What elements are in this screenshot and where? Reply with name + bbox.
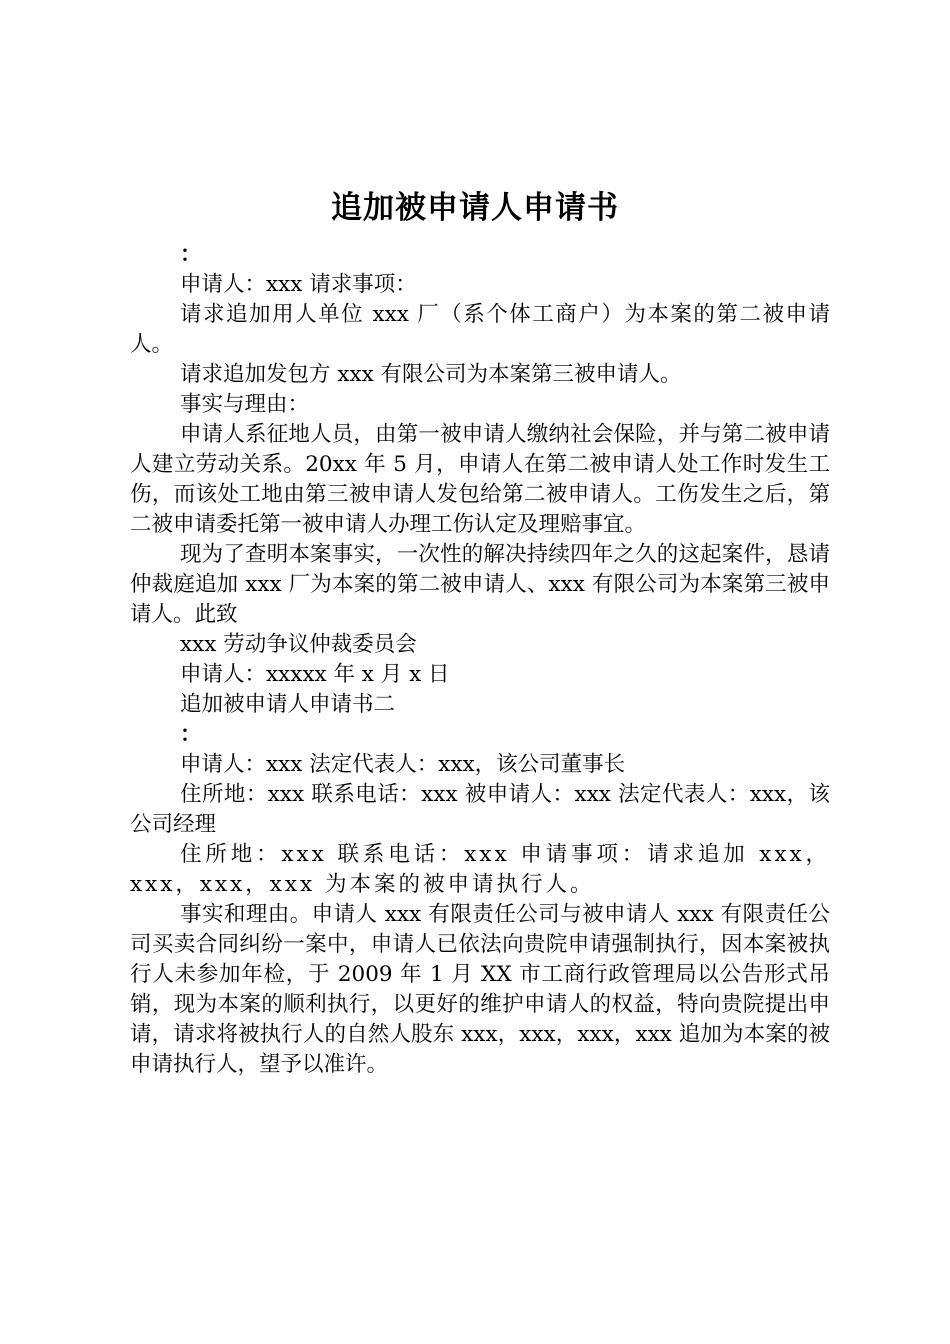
document-body — [130, 240, 830, 1080]
paragraph-facts-reason-2: 事实和理由。申请人 xxx 有限责任公司与被申请人 xxx 有限责任公司买卖合同纠纷一案中，申请人已依法向贵院申请强制执行，因本案被执行人未参加年检，于 2009 年 1 月 XX 市工商行政管理局以公告形式吊销，现为本案的顺利执行，以更好的维护申请人的权益，特向贵院提出申请，请求将被执行人的自然人股东 xxx，xxx，xxx，xxx 追加为本案的被申请执行人，望予以准许。 — [130, 902, 830, 1077]
paragraph-facts-body: 申请人系征地人员，由第一被申请人缴纳社会保险，并与第二被申请人建立劳动关系。20xx 年 5 月，申请人在第二被申请人处工作时发生工伤，而该处工地由第三被申请人发包给第二被申请人。工伤发生之后，第二被申请委托第一被申请人办理工伤认定及理赔事宜。 — [130, 422, 830, 537]
paragraph-address-2: 住所地：xxx 联系电话：xxx 申请事项：请求追加 xxx，xxx，xxx，xxx 为本案的被申请执行人。 — [130, 842, 830, 897]
paragraph-applicant: 申请人：xxx 请求事项： — [180, 272, 417, 297]
document-title: 追加被申请人申请书 — [331, 190, 619, 226]
paragraph-second-title: 追加被申请人申请书二 — [180, 692, 396, 717]
paragraph-applicant-2: 申请人：xxx 法定代表人：xxx，该公司董事长 — [180, 752, 626, 777]
paragraph-facts-heading: 事实与理由： — [180, 392, 310, 417]
paragraph-address-1: 住所地：xxx 联系电话：xxx 被申请人：xxx 法定代表人：xxx，该公司经理 — [130, 782, 830, 837]
salutation-colon-2: ： — [180, 722, 202, 747]
paragraph-signature-date: 申请人：xxxxx 年 x 月 x 日 — [180, 662, 450, 687]
salutation-colon: ： — [180, 242, 202, 267]
paragraph-addressee: xxx 劳动争议仲裁委员会 — [180, 632, 417, 657]
paragraph-request-2: 请求追加发包方 xxx 有限公司为本案第三被申请人。 — [180, 362, 682, 387]
paragraph-petition: 现为了查明本案事实，一次性的解决持续四年之久的这起案件，恳请仲裁庭追加 xxx 厂为本案的第二被申请人、xxx 有限公司为本案第三被申请人。此致 — [130, 542, 830, 627]
paragraph-request-1: 请求追加用人单位 xxx 厂（系个体工商户）为本案的第二被申请人。 — [130, 302, 830, 357]
